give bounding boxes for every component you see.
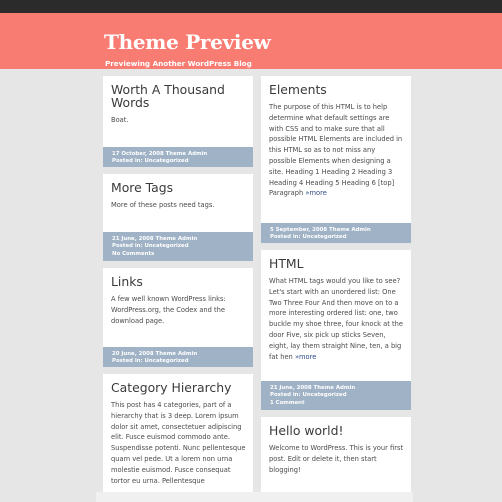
post-more-tags — [103, 174, 253, 261]
site-title[interactable]: Theme Preview — [104, 30, 271, 54]
post-category[interactable]: Posted in: Uncategorized — [112, 243, 189, 250]
post-comments[interactable]: No Comments — [112, 250, 155, 257]
site-tagline: Previewing Another WordPress Blog — [105, 59, 252, 68]
post-category[interactable]: Posted in: Uncategorized — [112, 358, 189, 365]
post-title[interactable]: Elements — [269, 82, 327, 97]
post-excerpt — [269, 276, 404, 362]
site-header — [0, 13, 502, 69]
post-title[interactable]: Category Hierarchy — [111, 380, 232, 395]
post-title[interactable]: Hello world! — [269, 423, 344, 438]
post-category[interactable]: Posted in: Uncategorized — [112, 158, 189, 165]
post-excerpt: This post has 4 categories, part of a hierarchy that is 3 deep. Lorem ipsum dolor sit amet, consectetuer adipiscing elit. Fusce euismod commodo ante. Suspendisse potenti. Nunc pellentesque quam vel pede. Ut a lorem non urna molestie euismod. Fusce consequat tortor eu urna. Pellentesque — [111, 401, 246, 485]
post-excerpt — [269, 102, 404, 199]
post-category[interactable]: Posted in: Uncategorized — [270, 234, 347, 241]
post-title[interactable]: Links — [111, 274, 143, 289]
post-html — [261, 250, 411, 410]
post-excerpt-text: The purpose of this HTML is to help determine what default settings are with CSS and to make sure that all possible HTML Elements are included in this HTML so as to not miss any possible Elements when designing a site. Heading 1 Heading 2 Heading 3 Heading 4 Heading 5 Heading 6 [top] Paragraph — [269, 103, 403, 198]
post-title[interactable]: Worth A Thousand Words — [111, 82, 225, 110]
post-date-author: 21 June, 2008 Theme Admin — [270, 385, 356, 391]
post-date-author: 20 June, 2008 Theme Admin — [112, 351, 198, 357]
post-excerpt: Welcome to WordPress. This is your first post. Edit or delete it, then start blogging! — [269, 444, 404, 474]
post-meta — [103, 232, 253, 261]
post-excerpt: Boat. — [111, 116, 129, 124]
post-links — [103, 268, 253, 367]
post-category[interactable]: Posted in: Uncategorized — [270, 392, 347, 399]
post-category-hierarchy — [103, 374, 253, 502]
post-title[interactable]: HTML — [269, 256, 304, 271]
top-bar — [0, 0, 502, 13]
post-meta — [103, 147, 253, 167]
more-link[interactable]: »more — [294, 352, 317, 361]
post-meta — [103, 347, 253, 367]
post-date-author: 21 June, 2008 Theme Admin — [112, 236, 198, 242]
post-excerpt: A few well known WordPress links: WordPress.org, the Codex and the download page. — [111, 295, 226, 325]
post-excerpt-text: What HTML tags would you like to see? Let's start with an unordered list: One Two Three Four And then move on to a more interesting ordered list: one, two buckle my shoe three, four knock at the door Five, six pick up sticks Seven, eight, lay them straight Nine, ten, a big fat hen — [269, 277, 403, 361]
post-hello-world — [261, 417, 411, 502]
post-title[interactable]: More Tags — [111, 180, 174, 195]
post-worth-a-thousand-words — [103, 76, 253, 167]
post-elements — [261, 76, 411, 243]
post-meta — [261, 223, 411, 243]
post-comments[interactable]: 1 Comment — [270, 399, 305, 406]
page-bottom — [96, 492, 413, 502]
post-excerpt: More of these posts need tags. — [111, 201, 215, 209]
post-date-author: 5 September, 2008 Theme Admin — [270, 227, 371, 233]
more-link[interactable]: »more — [305, 189, 327, 198]
post-meta — [261, 381, 411, 410]
post-date-author: 17 October, 2008 Theme Admin — [112, 151, 208, 157]
